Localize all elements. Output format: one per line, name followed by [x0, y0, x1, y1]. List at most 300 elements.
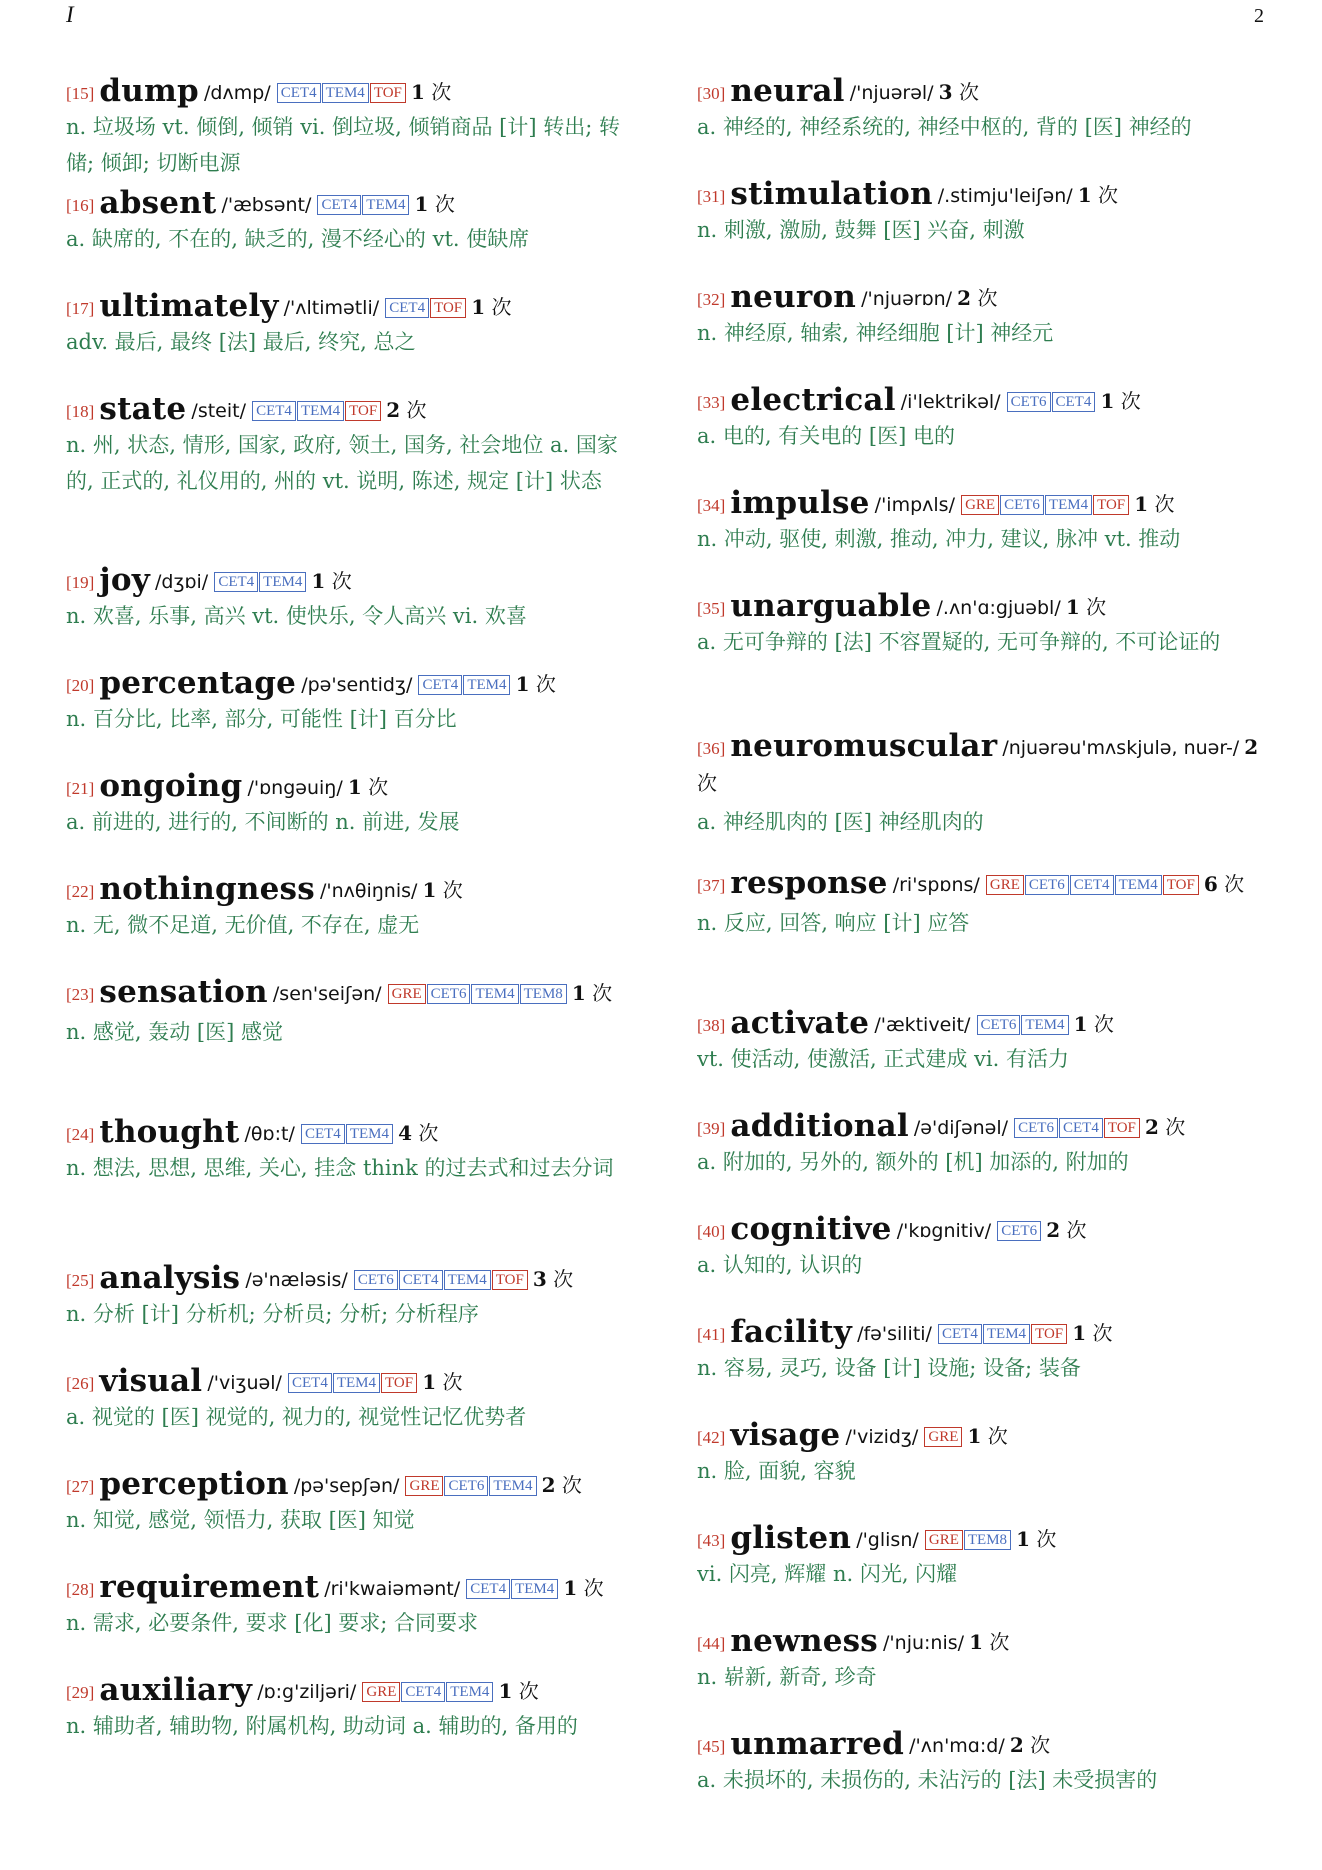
exam-tag-cet4: CET4 — [1070, 875, 1114, 895]
pronunciation: /'nʌθiŋnis/ — [319, 880, 418, 902]
vocab-entry — [697, 1007, 1272, 1110]
definition: n. 无, 微不足道, 无价值, 不存在, 虚无 — [66, 913, 420, 937]
entry-headline — [66, 1674, 642, 1707]
entry-number: [40] — [697, 1222, 726, 1241]
occurrence-unit: 次 — [529, 672, 556, 696]
vocab-entry — [697, 1213, 1272, 1316]
exam-tag-cet4: CET4 — [252, 401, 296, 421]
headword: unmarred — [730, 1728, 905, 1762]
entry-headline — [66, 1571, 642, 1604]
occurrence-unit: 次 — [697, 771, 717, 795]
definition: a. 未损坏的, 未损伤的, 未沾污的 [法] 未受损害的 — [697, 1768, 1158, 1792]
entry-number: [18] — [66, 402, 95, 421]
exam-tag-tem4: TEM4 — [463, 675, 510, 695]
entry-number: [20] — [66, 676, 95, 695]
occurrence-unit: 次 — [952, 80, 979, 104]
occurrence-count: 1 — [347, 775, 362, 799]
definition: a. 前进的, 进行的, 不间断的 n. 前进, 发展 — [66, 810, 460, 834]
occurrence-count: 1 — [1134, 492, 1149, 516]
exam-tag-gre: GRE — [986, 875, 1024, 895]
headword: ongoing — [99, 770, 243, 804]
exam-tag-tof: TOF — [1031, 1324, 1067, 1344]
exam-tag-tem4: TEM4 — [362, 195, 409, 215]
vocab-entry — [66, 187, 642, 290]
entry-number: [22] — [66, 882, 95, 901]
exam-tag-cet6: CET6 — [1000, 495, 1044, 515]
pronunciation: /ri'kwaiəmənt/ — [324, 1578, 461, 1600]
exam-tag-tof: TOF — [345, 401, 381, 421]
occurrence-count: 1 — [1100, 389, 1115, 413]
exam-tag-tem4: TEM4 — [444, 1270, 491, 1290]
entry-headline — [66, 75, 642, 108]
entry-number: [45] — [697, 1737, 726, 1756]
vocab-entry — [66, 564, 642, 667]
vocab-entry — [697, 384, 1272, 487]
occurrence-count: 1 — [311, 569, 326, 593]
exam-tag-tof: TOF — [370, 83, 406, 103]
headword: impulse — [730, 487, 870, 521]
exam-tag-cet4: CET4 — [1052, 392, 1096, 412]
occurrence-count: 1 — [410, 80, 425, 104]
occurrence-unit: 次 — [585, 981, 613, 1005]
definition: n. 想法, 思想, 思维, 关心, 挂念 think 的过去式和过去分词 — [66, 1156, 614, 1180]
pronunciation: /.ʌn'ɑ:gjuəbl/ — [936, 597, 1061, 619]
exam-tag-cet4: CET4 — [1059, 1118, 1103, 1138]
entry-headline — [697, 867, 1272, 904]
vocab-entry — [697, 730, 1272, 867]
vocab-entry — [66, 1116, 642, 1262]
entry-headline — [697, 1110, 1272, 1143]
headword: nothingness — [99, 873, 315, 907]
occurrence-count: 1 — [471, 295, 486, 319]
entry-headline — [66, 1468, 642, 1501]
entry-headline — [66, 770, 642, 803]
entry-headline — [697, 1522, 1272, 1555]
occurrence-unit: 次 — [1158, 1115, 1186, 1139]
exam-tag-tof: TOF — [1163, 875, 1199, 895]
exam-tag-cet4: CET4 — [301, 1124, 345, 1144]
occurrence-unit: 次 — [1114, 389, 1141, 413]
occurrence-count: 2 — [386, 398, 401, 422]
pronunciation: /ri'spɒns/ — [892, 874, 980, 896]
occurrence-unit: 次 — [361, 775, 389, 799]
occurrence-unit: 次 — [1030, 1527, 1057, 1551]
vocab-entry — [66, 75, 642, 187]
entry-headline — [697, 1007, 1272, 1040]
headword: neuromuscular — [730, 730, 998, 764]
occurrence-unit: 次 — [512, 1679, 539, 1703]
headword: percentage — [99, 667, 297, 701]
entry-number: [33] — [697, 393, 726, 412]
headword: dump — [99, 75, 199, 109]
occurrence-unit: 次 — [412, 1121, 439, 1145]
pronunciation: /'vizidʒ/ — [845, 1426, 919, 1448]
occurrence-unit: 次 — [1148, 492, 1175, 516]
headword: absent — [99, 187, 217, 221]
entry-number: [30] — [697, 84, 726, 103]
entry-headline — [697, 1213, 1272, 1246]
entry-number: [26] — [66, 1374, 95, 1393]
left-column — [66, 75, 642, 1777]
entry-headline — [66, 187, 642, 220]
definition: n. 容易, 灵巧, 设备 [计] 设施; 设备; 装备 — [697, 1356, 1081, 1380]
vocab-entry — [66, 1468, 642, 1571]
pronunciation: /'kɒgnitiv/ — [896, 1220, 992, 1242]
exam-tag-cet6: CET6 — [1007, 392, 1051, 412]
entry-headline — [697, 178, 1272, 211]
occurrence-count: 1 — [571, 981, 586, 1005]
entry-headline — [66, 393, 642, 426]
definition: a. 认知的, 认识的 — [697, 1253, 863, 1277]
entry-number: [27] — [66, 1477, 95, 1496]
vocab-entry — [66, 1674, 642, 1777]
exam-tag-cet4: CET4 — [401, 1682, 445, 1702]
entry-number: [16] — [66, 196, 95, 215]
definition: n. 欢喜, 乐事, 高兴 vt. 使快乐, 令人高兴 vi. 欢喜 — [66, 604, 527, 628]
occurrence-unit: 次 — [428, 192, 455, 216]
vocab-entry — [697, 487, 1272, 590]
entry-headline — [697, 1625, 1272, 1658]
pronunciation: /'nju:nis/ — [883, 1632, 965, 1654]
occurrence-count: 1 — [1065, 595, 1080, 619]
entry-number: [25] — [66, 1271, 95, 1290]
occurrence-count: 1 — [498, 1679, 513, 1703]
pronunciation: /dʌmp/ — [204, 82, 271, 104]
pronunciation: /'ʌltimətli/ — [283, 297, 380, 319]
entry-number: [43] — [697, 1531, 726, 1550]
headword: electrical — [730, 384, 896, 418]
occurrence-count: 3 — [938, 80, 953, 104]
occurrence-count: 6 — [1203, 872, 1218, 896]
occurrence-count: 3 — [532, 1267, 547, 1291]
definition: a. 神经的, 神经系统的, 神经中枢的, 背的 [医] 神经的 — [697, 115, 1192, 139]
pronunciation: /sen'seiʃən/ — [272, 983, 382, 1005]
exam-tag-gre: GRE — [362, 1682, 400, 1702]
definition: n. 百分比, 比率, 部分, 可能性 [计] 百分比 — [66, 707, 457, 731]
entry-headline — [697, 384, 1272, 417]
entry-number: [28] — [66, 1580, 95, 1599]
definition: vi. 闪亮, 辉耀 n. 闪光, 闪耀 — [697, 1562, 958, 1586]
definition: a. 无可争辩的 [法] 不容置疑的, 无可争辩的, 不可论证的 — [697, 630, 1221, 654]
occurrence-unit: 次 — [577, 1576, 604, 1600]
occurrence-unit: 次 — [981, 1424, 1008, 1448]
occurrence-count: 1 — [563, 1576, 578, 1600]
entry-headline — [66, 976, 642, 1013]
entry-headline — [697, 281, 1272, 314]
occurrence-count: 1 — [1073, 1012, 1088, 1036]
headword: newness — [730, 1625, 878, 1659]
pronunciation: /θɒ:t/ — [244, 1123, 295, 1145]
vocab-entry — [66, 1262, 642, 1365]
pronunciation: /'njuərəl/ — [849, 82, 934, 104]
entry-headline — [66, 290, 642, 323]
entry-headline — [66, 1116, 642, 1149]
exam-tag-tem4: TEM4 — [1045, 495, 1092, 515]
occurrence-count: 1 — [515, 672, 530, 696]
occurrence-count: 2 — [1009, 1733, 1024, 1757]
vocab-entry — [697, 75, 1272, 178]
pronunciation: /njuərəu'mʌskjulə, nuər-/ — [1002, 737, 1240, 759]
entry-number: [15] — [66, 84, 95, 103]
headword: visual — [99, 1365, 203, 1399]
vocab-entry — [66, 873, 642, 976]
entry-number: [32] — [697, 290, 726, 309]
occurrence-unit: 次 — [436, 878, 463, 902]
occurrence-unit: 次 — [1060, 1218, 1087, 1242]
entry-headline — [66, 1365, 642, 1398]
vocab-entry — [697, 1419, 1272, 1522]
occurrence-count: 1 — [1016, 1527, 1031, 1551]
vocab-entry — [697, 1625, 1272, 1728]
headword: thought — [99, 1116, 240, 1150]
occurrence-count: 1 — [422, 878, 437, 902]
headword: sensation — [99, 976, 268, 1010]
definition: vt. 使活动, 使激活, 正式建成 vi. 有活力 — [697, 1047, 1069, 1071]
exam-tag-tof: TOF — [492, 1270, 528, 1290]
exam-tag-cet6: CET6 — [354, 1270, 398, 1290]
definition: adv. 最后, 最终 [法] 最后, 终究, 总之 — [66, 330, 416, 354]
definition: n. 崭新, 新奇, 珍奇 — [697, 1665, 877, 1689]
definition: n. 需求, 必要条件, 要求 [化] 要求; 合同要求 — [66, 1611, 479, 1635]
occurrence-unit: 次 — [546, 1267, 574, 1291]
entry-headline — [697, 75, 1272, 108]
pronunciation: /'ʌn'mɑ:d/ — [909, 1735, 1005, 1757]
exam-tag-cet4: CET4 — [317, 195, 361, 215]
occurrence-count: 4 — [398, 1121, 412, 1145]
headword: response — [730, 867, 888, 901]
vocab-entry — [697, 281, 1272, 384]
occurrence-unit: 次 — [485, 295, 512, 319]
entry-number: [37] — [697, 876, 726, 895]
occurrence-count: 2 — [541, 1473, 556, 1497]
entry-headline — [697, 590, 1272, 623]
entry-number: [23] — [66, 985, 95, 1004]
entry-number: [34] — [697, 496, 726, 515]
exam-tag-cet6: CET6 — [997, 1221, 1041, 1241]
entry-headline — [697, 1316, 1272, 1349]
occurrence-unit: 次 — [1087, 1012, 1114, 1036]
pronunciation: /ə'diʃənəl/ — [913, 1117, 1009, 1139]
exam-tag-cet4: CET4 — [418, 675, 462, 695]
exam-tag-cet4: CET4 — [288, 1373, 332, 1393]
occurrence-count: 1 — [969, 1630, 984, 1654]
definition: a. 缺席的, 不在的, 缺乏的, 漫不经心的 vt. 使缺席 — [66, 227, 530, 251]
headword: unarguable — [730, 590, 932, 624]
entry-number: [31] — [697, 187, 726, 206]
headword: glisten — [730, 1522, 852, 1556]
pronunciation: /'impʌls/ — [874, 494, 955, 516]
exam-tag-cet6: CET6 — [977, 1015, 1021, 1035]
entry-number: [21] — [66, 779, 95, 798]
entry-headline — [697, 1728, 1272, 1761]
exam-tag-tof: TOF — [381, 1373, 417, 1393]
vocab-entry — [697, 867, 1272, 1007]
page-number: 2 — [1254, 5, 1264, 27]
occurrence-count: 2 — [1046, 1218, 1061, 1242]
occurrence-unit: 次 — [424, 80, 452, 104]
occurrence-unit: 次 — [1086, 1321, 1113, 1345]
definition: n. 脸, 面貌, 容貌 — [697, 1459, 856, 1483]
vocab-entry — [697, 1522, 1272, 1625]
definition: a. 神经肌肉的 [医] 神经肌肉的 — [697, 810, 984, 834]
headword: ultimately — [99, 290, 279, 324]
definition: n. 冲动, 驱使, 刺激, 推动, 冲力, 建议, 脉冲 vt. 推动 — [697, 527, 1181, 551]
exam-tag-cet4: CET4 — [385, 298, 429, 318]
pronunciation: /fə'siliti/ — [857, 1323, 932, 1345]
exam-tag-tem4: TEM4 — [297, 401, 344, 421]
occurrence-count: 2 — [1244, 735, 1259, 759]
occurrence-unit: 次 — [1217, 872, 1245, 896]
definition: a. 附加的, 另外的, 额外的 [机] 加添的, 附加的 — [697, 1150, 1129, 1174]
headword: requirement — [99, 1571, 320, 1605]
occurrence-unit: 次 — [1079, 595, 1107, 619]
vocab-entry — [697, 1728, 1272, 1831]
headword: activate — [730, 1007, 870, 1041]
entry-number: [19] — [66, 573, 95, 592]
entry-number: [39] — [697, 1119, 726, 1138]
exam-tag-tem8: TEM8 — [964, 1530, 1011, 1550]
entry-number: [42] — [697, 1428, 726, 1447]
headword: neural — [730, 75, 845, 109]
exam-tag-cet6: CET6 — [1014, 1118, 1058, 1138]
exam-tag-tem4: TEM4 — [511, 1579, 558, 1599]
headword: joy — [99, 564, 150, 598]
vocab-entry — [66, 976, 642, 1116]
headword: cognitive — [730, 1213, 892, 1247]
occurrence-unit: 次 — [983, 1630, 1010, 1654]
right-column — [697, 75, 1272, 1831]
exam-tag-cet4: CET4 — [277, 83, 321, 103]
occurrence-unit: 次 — [1023, 1733, 1051, 1757]
entry-number: [44] — [697, 1634, 726, 1653]
headword: analysis — [99, 1262, 241, 1296]
entry-number: [29] — [66, 1683, 95, 1702]
pronunciation: /.stimju'leiʃən/ — [937, 185, 1073, 207]
pronunciation: /pə'sentidʒ/ — [301, 674, 413, 696]
exam-tag-tem4: TEM4 — [983, 1324, 1030, 1344]
definition: n. 反应, 回答, 响应 [计] 应答 — [697, 911, 970, 935]
exam-tag-cet4: CET4 — [214, 572, 258, 592]
entry-headline — [66, 564, 642, 597]
entry-headline — [66, 667, 642, 700]
pronunciation: /'glisn/ — [856, 1529, 919, 1551]
occurrence-count: 1 — [1072, 1321, 1087, 1345]
vocab-entry — [66, 667, 642, 770]
headword: stimulation — [730, 178, 933, 212]
headword: auxiliary — [99, 1674, 253, 1708]
exam-tag-tof: TOF — [430, 298, 466, 318]
occurrence-unit: 次 — [971, 286, 998, 310]
pronunciation: /'njuərɒn/ — [861, 288, 953, 310]
headword: perception — [99, 1468, 289, 1502]
exam-tag-gre: GRE — [924, 1427, 962, 1447]
vocab-entry — [66, 393, 642, 564]
entry-number: [24] — [66, 1125, 95, 1144]
exam-tag-tof: TOF — [1093, 495, 1129, 515]
vocab-entry — [66, 1365, 642, 1468]
vocab-entry — [697, 1316, 1272, 1419]
exam-tag-tem4: TEM4 — [346, 1124, 393, 1144]
definition: a. 电的, 有关电的 [医] 电的 — [697, 424, 955, 448]
exam-tag-cet6: CET6 — [1025, 875, 1069, 895]
pronunciation: /ə'næləsis/ — [245, 1269, 348, 1291]
pronunciation: /ɒ:g'ziljəri/ — [257, 1681, 357, 1703]
occurrence-count: 2 — [957, 286, 972, 310]
definition: n. 分析 [计] 分析机; 分析员; 分析; 分析程序 — [66, 1302, 479, 1326]
entry-number: [35] — [697, 599, 726, 618]
exam-tag-cet4: CET4 — [399, 1270, 443, 1290]
occurrence-unit: 次 — [325, 569, 352, 593]
entry-number: [38] — [697, 1016, 726, 1035]
vocab-entry — [697, 1110, 1272, 1213]
definition: n. 神经原, 轴索, 神经细胞 [计] 神经元 — [697, 321, 1054, 345]
headword: state — [99, 393, 187, 427]
exam-tag-gre: GRE — [961, 495, 999, 515]
exam-tag-tem4: TEM4 — [489, 1476, 536, 1496]
definition: n. 垃圾场 vt. 倾倒, 倾销 vi. 倒垃圾, 倾销商品 [计] 转出; 转储; 倾卸; 切断电源 — [66, 115, 620, 175]
entry-number: [41] — [697, 1325, 726, 1344]
entry-headline — [66, 1262, 642, 1295]
exam-tag-tem4: TEM4 — [322, 83, 369, 103]
exam-tag-tem4: TEM4 — [333, 1373, 380, 1393]
exam-tag-tem8: TEM8 — [520, 984, 567, 1004]
exam-tag-tof: TOF — [1104, 1118, 1140, 1138]
definition: n. 州, 状态, 情形, 国家, 政府, 领土, 国务, 社会地位 a. 国家的, 正式的, 礼仪用的, 州的 vt. 说明, 陈述, 规定 [计] 状态 — [66, 433, 618, 493]
occurrence-count: 1 — [414, 192, 429, 216]
occurrence-count: 1 — [1077, 183, 1092, 207]
vocab-entry — [66, 290, 642, 393]
pronunciation: /'æbsənt/ — [221, 194, 312, 216]
chapter-mark: I — [66, 2, 74, 27]
exam-tag-gre: GRE — [388, 984, 426, 1004]
pronunciation: /'ɒngəuiŋ/ — [247, 777, 343, 799]
entry-number: [36] — [697, 739, 726, 758]
definition: n. 感觉, 轰动 [医] 感觉 — [66, 1020, 283, 1044]
vocab-entry — [697, 590, 1272, 730]
exam-tag-tem4: TEM4 — [1021, 1015, 1068, 1035]
exam-tag-tem4: TEM4 — [1115, 875, 1162, 895]
exam-tag-tem4: TEM4 — [446, 1682, 493, 1702]
exam-tag-gre: GRE — [405, 1476, 443, 1496]
definition: a. 视觉的 [医] 视觉的, 视力的, 视觉性记忆优势者 — [66, 1405, 527, 1429]
exam-tag-tem4: TEM4 — [471, 984, 518, 1004]
exam-tag-tem4: TEM4 — [259, 572, 306, 592]
occurrence-unit: 次 — [1091, 183, 1119, 207]
pronunciation: /dʒɒi/ — [155, 571, 209, 593]
exam-tag-gre: GRE — [925, 1530, 963, 1550]
exam-tag-cet4: CET4 — [466, 1579, 510, 1599]
definition: n. 知觉, 感觉, 领悟力, 获取 [医] 知觉 — [66, 1508, 415, 1532]
occurrence-unit: 次 — [436, 1370, 463, 1394]
pronunciation: /'æktiveit/ — [874, 1014, 971, 1036]
vocab-entry — [66, 1571, 642, 1674]
entry-headline — [66, 873, 642, 906]
definition: n. 辅助者, 辅助物, 附属机构, 助动词 a. 辅助的, 备用的 — [66, 1714, 578, 1738]
headword: facility — [730, 1316, 852, 1350]
vocab-entry — [66, 770, 642, 873]
headword: neuron — [730, 281, 856, 315]
pronunciation: /i'lektrikəl/ — [900, 391, 1001, 413]
occurrence-count: 1 — [422, 1370, 437, 1394]
vocab-entry — [697, 178, 1272, 281]
exam-tag-cet6: CET6 — [444, 1476, 488, 1496]
exam-tag-cet6: CET6 — [427, 984, 471, 1004]
entry-headline — [697, 1419, 1272, 1452]
occurrence-count: 2 — [1145, 1115, 1159, 1139]
occurrence-unit: 次 — [400, 398, 427, 422]
pronunciation: /'viʒuəl/ — [207, 1372, 282, 1394]
pronunciation: /steit/ — [191, 400, 246, 422]
